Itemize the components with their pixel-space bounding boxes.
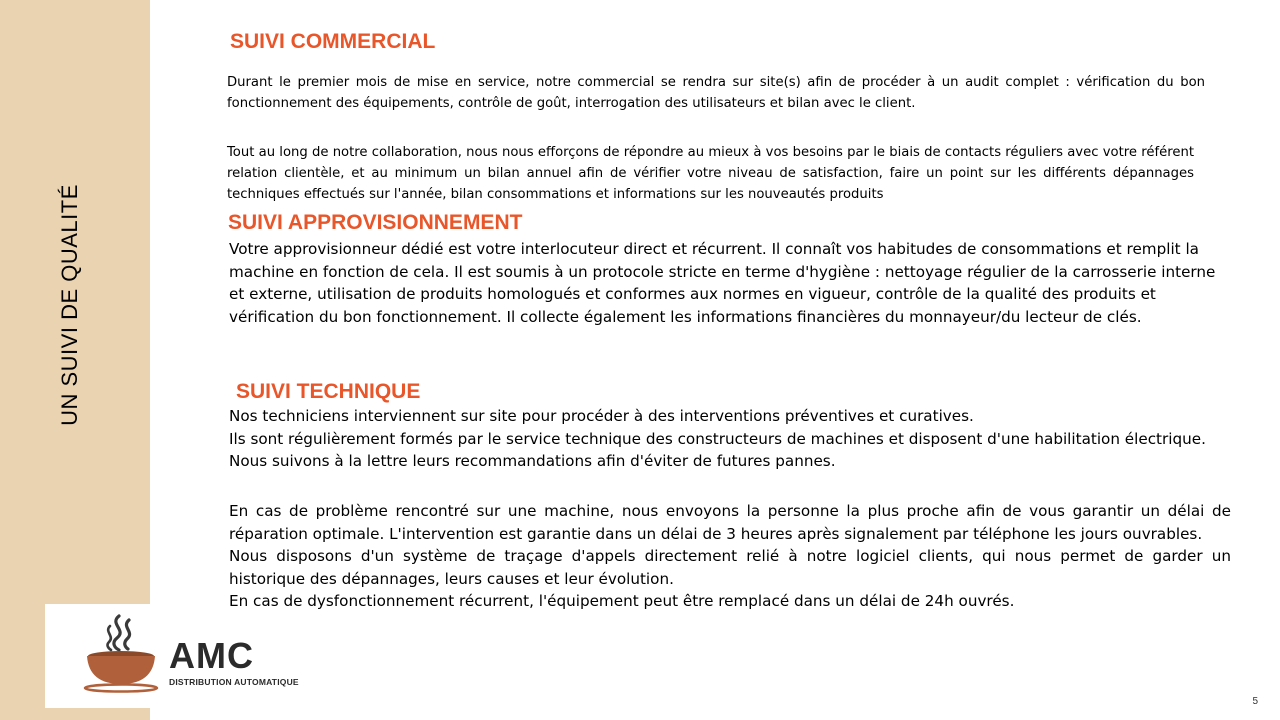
coffee-bowl-icon — [45, 604, 169, 708]
page-number: 5 — [1252, 696, 1258, 707]
approvisionnement-paragraph: Votre approvisionneur dédié est votre interlocuteur direct et récurrent. Il connaît vos habitudes de consommations et remplit la machine en fonction de cela. Il est soumis à un protocole stricte en terme d'hygiène : nettoyage régulier de la carrosserie interne et externe, utilisation de produits homologués et conformes aux normes en vigueur, contrôle de la qualité des produits et vérification du bon fonctionnement. Il collecte également les informations financières du monnayeur/du lecteur de clés. — [229, 240, 1216, 326]
logo-tagline: DISTRIBUTION AUTOMATIQUE — [169, 677, 299, 687]
technique-line-3: Nous suivons à la lettre leurs recommandations afin d'éviter de futures pannes. — [229, 452, 836, 470]
technique-paragraph-2: En cas de problème rencontré sur une machine, nous envoyons la personne la plus proche afin de vous garantir un délai de réparation optimale. L'intervention est garantie dans un délai de 3 heures après signalement par téléphone les jours ouvrables. — [229, 502, 1231, 543]
technique-lines — [229, 405, 1234, 473]
heading-suivi-approvisionnement: SUIVI APPROVISIONNEMENT — [228, 211, 523, 234]
technique-paragraph-3: Nous disposons d'un système de traçage d'appels directement relié à notre logiciel clients, qui nous permet de garder un historique des dépannages, leurs causes et leur évolution. — [229, 547, 1231, 588]
technique-line-2: Ils sont régulièrement formés par le service technique des constructeurs de machines et disposent d'une habilitation électrique. — [229, 429, 1206, 448]
technique-line-1: Nos techniciens interviennent sur site pour procéder à des interventions préventives et curatives. — [229, 407, 974, 425]
commercial-paragraph-1: Durant le premier mois de mise en service, notre commercial se rendra sur site(s) afin de procéder à un audit complet : vérification du bon fonctionnement des équipements, contrôle de goût, interrogation des utilisateurs et bilan avec le client. — [227, 75, 1205, 111]
heading-suivi-technique: SUIVI TECHNIQUE — [236, 380, 421, 403]
commercial-paragraph-2: Tout au long de notre collaboration, nous nous efforçons de répondre au mieux à vos besoins par le biais de contacts réguliers avec votre référent relation clientèle, et au minimum un bilan annuel afin de vérifier votre niveau de satisfaction, faire un point sur les différents dépannages techniques effectués sur l'année, bilan consommations et informations sur les nouveautés produits — [227, 145, 1194, 202]
company-logo — [45, 604, 325, 708]
logo-brand: AMC — [169, 635, 254, 676]
vertical-page-title: UN SUIVI DE QUALITÉ — [57, 184, 82, 426]
heading-suivi-commercial: SUIVI COMMERCIAL — [230, 30, 436, 53]
technique-details — [229, 500, 1231, 613]
technique-paragraph-4: En cas de dysfonctionnement récurrent, l'équipement peut être remplacé dans un délai de 24h ouvrés. — [229, 592, 1015, 610]
